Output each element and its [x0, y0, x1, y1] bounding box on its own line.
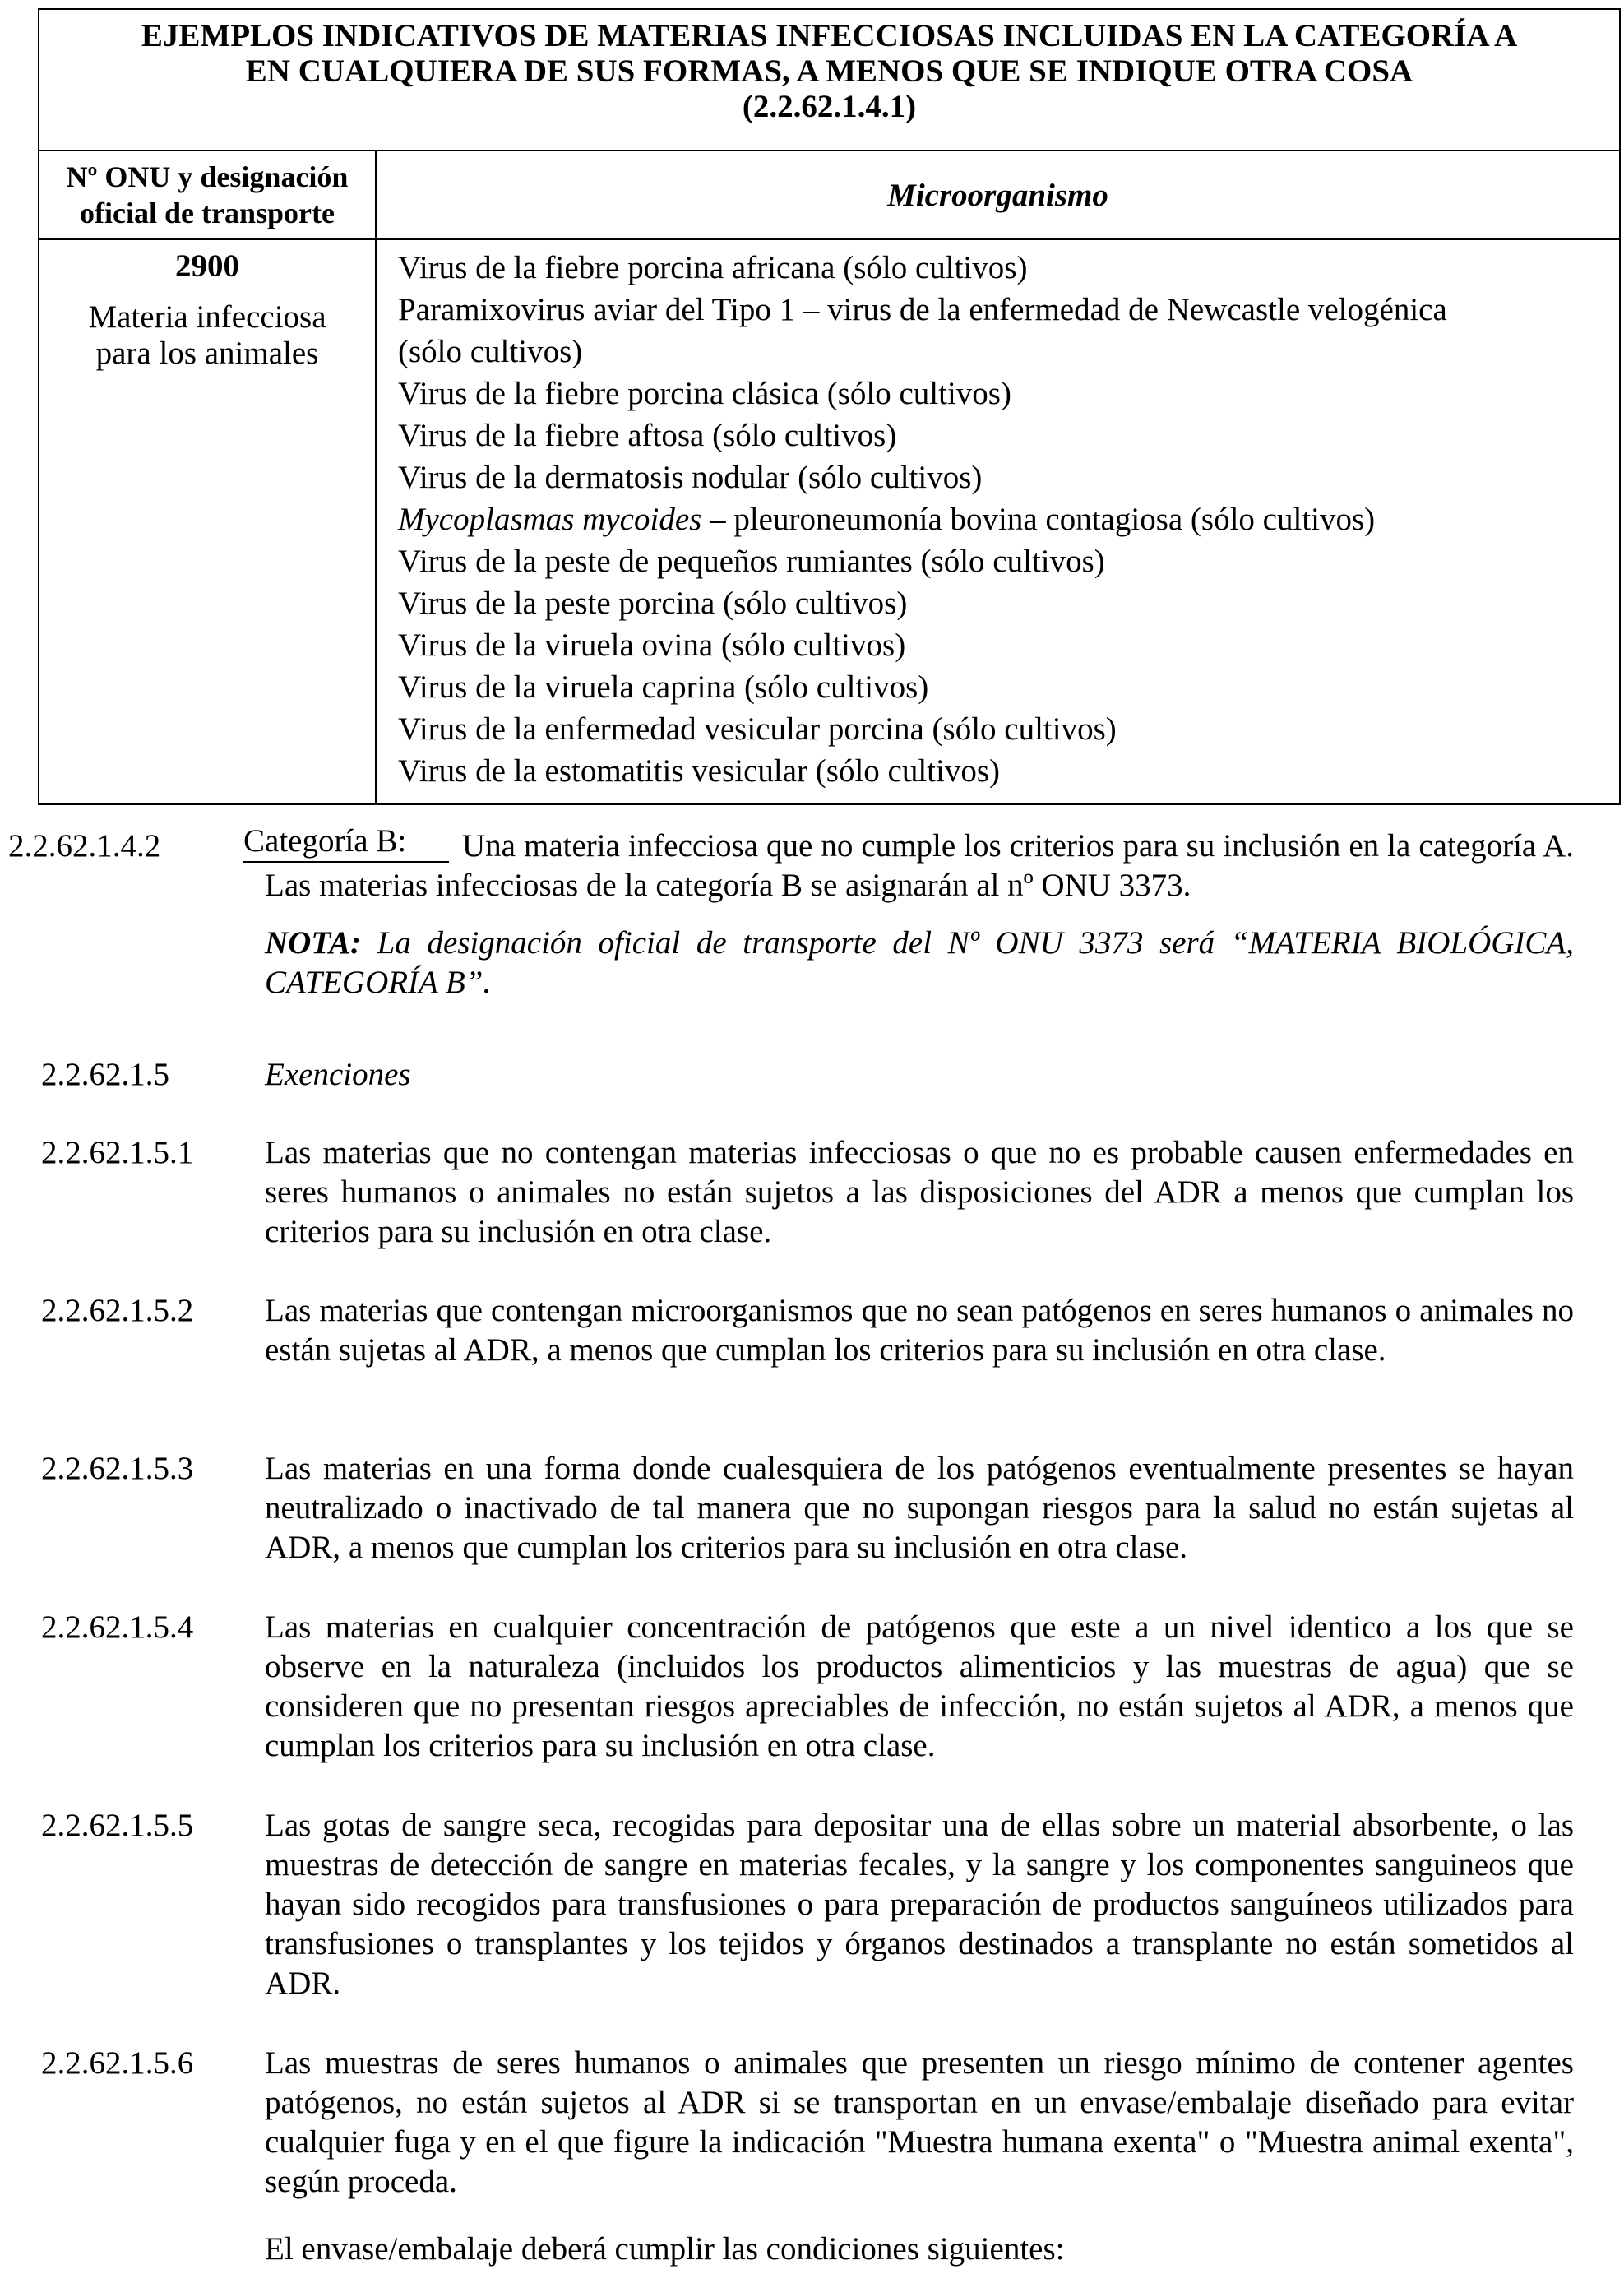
microorganism-item: Virus de la dermatosis nodular (sólo cultivos) — [398, 460, 983, 495]
paragraph-text — [265, 2044, 1574, 2269]
paragraph-extra: El envase/embalaje deberá cumplir las condiciones siguientes: — [265, 2231, 1065, 2267]
category-b-definition: Una materia infecciosa que no cumple los criterios para su inclusión en la categoría A. Las materias infecciosas de la categoría B se asignarán al nº ONU 3373. — [265, 828, 1574, 903]
section-number: 2.2.62.1.5.1 — [41, 1135, 194, 1170]
column-header-microorganism: Microorganismo — [376, 151, 1620, 239]
un-description-line: Materia infecciosa — [88, 299, 326, 335]
infectious-substances-table — [38, 8, 1621, 805]
section-number: 2.2.62.1.5.4 — [41, 1609, 194, 1645]
microorganism-item: (sólo cultivos) — [398, 334, 583, 369]
microorganism-item: Virus de la peste porcina (sólo cultivos) — [398, 586, 908, 621]
section-number: 2.2.62.1.5.3 — [41, 1451, 194, 1486]
un-description-line: para los animales — [95, 336, 319, 371]
paragraph-body: Las muestras de seres humanos o animales que presenten un riesgo mínimo de contener agentes patógenos, no están sujetos al ADR si se transportan en un envase/embalaje diseñado para evitar cualquier fuga y en el que figure la indicación "Muestra humana exenta" o "Muestra animal exenta", según proceda. — [265, 2045, 1574, 2199]
un-designation-cell — [39, 239, 376, 804]
column-header-line: Nº ONU y designación — [66, 160, 349, 193]
un-number: 2900 — [175, 248, 239, 284]
microorganism-item: Virus de la enfermedad vesicular porcina (sólo cultivos) — [398, 711, 1117, 747]
microorganism-item: Virus de la viruela caprina (sólo cultivos) — [398, 669, 929, 705]
section-number: 2.2.62.1.4.2 — [8, 828, 161, 864]
note-label: NOTA: — [265, 925, 361, 961]
section-number: 2.2.62.1.5.5 — [41, 1808, 194, 1843]
table-title — [39, 9, 1620, 151]
microorganism-item: Virus de la fiebre porcina africana (sólo cultivos) — [398, 250, 1028, 285]
exemptions-title: Exenciones — [265, 1057, 411, 1092]
table-title-line: EN CUALQUIERA DE SUS FORMAS, A MENOS QUE SE INDIQUE OTRA COSA — [245, 53, 1413, 89]
mycoplasma-rest: – pleuroneumonía bovina contagiosa (sólo cultivos) — [701, 502, 1376, 537]
category-b-note — [265, 924, 1574, 1003]
microorganism-item: Virus de la viruela ovina (sólo cultivos) — [398, 627, 906, 663]
mycoplasma-name: Mycoplasmas mycoides — [398, 502, 702, 537]
table-title-line: (2.2.62.1.4.1) — [742, 89, 917, 124]
microorganism-item: Virus de la peste de pequeños rumiantes (sólo cultivos) — [398, 544, 1105, 579]
section-number: 2.2.62.1.5.6 — [41, 2045, 194, 2081]
column-header-un-number — [39, 151, 376, 239]
microorganism-item-mycoplasma — [398, 498, 1619, 540]
paragraph-text: Las materias que no contengan materias infecciosas o que no es probable causen enfermedades en seres humanos o animales no están sujetos a las disposiciones del ADR a menos que cumplan los criterios para su inclusión en otra clase. — [265, 1135, 1574, 1249]
microorganism-list — [376, 239, 1620, 804]
microorganism-item: Virus de la fiebre porcina clásica (sólo cultivos) — [398, 376, 1011, 411]
paragraph-text: Las gotas de sangre seca, recogidas para depositar una de ellas sobre un material absorbente, o las muestras de detección de sangre en materias fecales, y la sangre y los componentes sanguineos que hayan sido recogidos para transfusiones o para preparación de productos sanguíneos utilizados para transfusiones o transplantes y los tejidos y órganos destinados a transplante no están sometidos al ADR. — [265, 1808, 1574, 2001]
section-number: 2.2.62.1.5 — [41, 1057, 169, 1092]
paragraph-text: Las materias en una forma donde cualesquiera de los patógenos eventualmente presentes se hayan neutralizado o inactivado de tal manera que no supongan riesgos para la salud no están sujetas al ADR, a menos que cumplan los criterios para su inclusión en otra clase. — [265, 1451, 1574, 1565]
note-text: La designación oficial de transporte del Nº ONU 3373 será “MATERIA BIOLÓGICA, CATEGORÍA B”. — [265, 925, 1574, 1000]
section-number: 2.2.62.1.5.2 — [41, 1293, 194, 1328]
table-title-line: EJEMPLOS INDICATIVOS DE MATERIAS INFECCIOSAS INCLUIDAS EN LA CATEGORÍA A — [141, 18, 1518, 53]
microorganism-item: Virus de la estomatitis vesicular (sólo cultivos) — [398, 753, 1001, 789]
microorganism-item: Virus de la fiebre aftosa (sólo cultivos) — [398, 418, 897, 453]
category-b-text — [265, 827, 1574, 1003]
category-b-label: Categoría B: — [243, 822, 449, 863]
microorganism-item: Paramixovirus aviar del Tipo 1 – virus de la enfermedad de Newcastle velogénica — [398, 292, 1447, 327]
column-header-line: oficial de transporte — [80, 197, 335, 229]
paragraph-text: Las materias que contengan microorganismos que no sean patógenos en seres humanos o animales no están sujetas al ADR, a menos que cumplan los criterios para su inclusión en otra clase. — [265, 1293, 1574, 1368]
paragraph-text: Las materias en cualquier concentración de patógenos que este a un nivel identico a los que se observe en la naturaleza (incluidos los productos alimenticios y las muestras de agua) que se consideren que no presentan riesgos apreciables de infección, no están sujetos al ADR, a menos que cumplan los criterios para su inclusión en otra clase. — [265, 1609, 1574, 1763]
